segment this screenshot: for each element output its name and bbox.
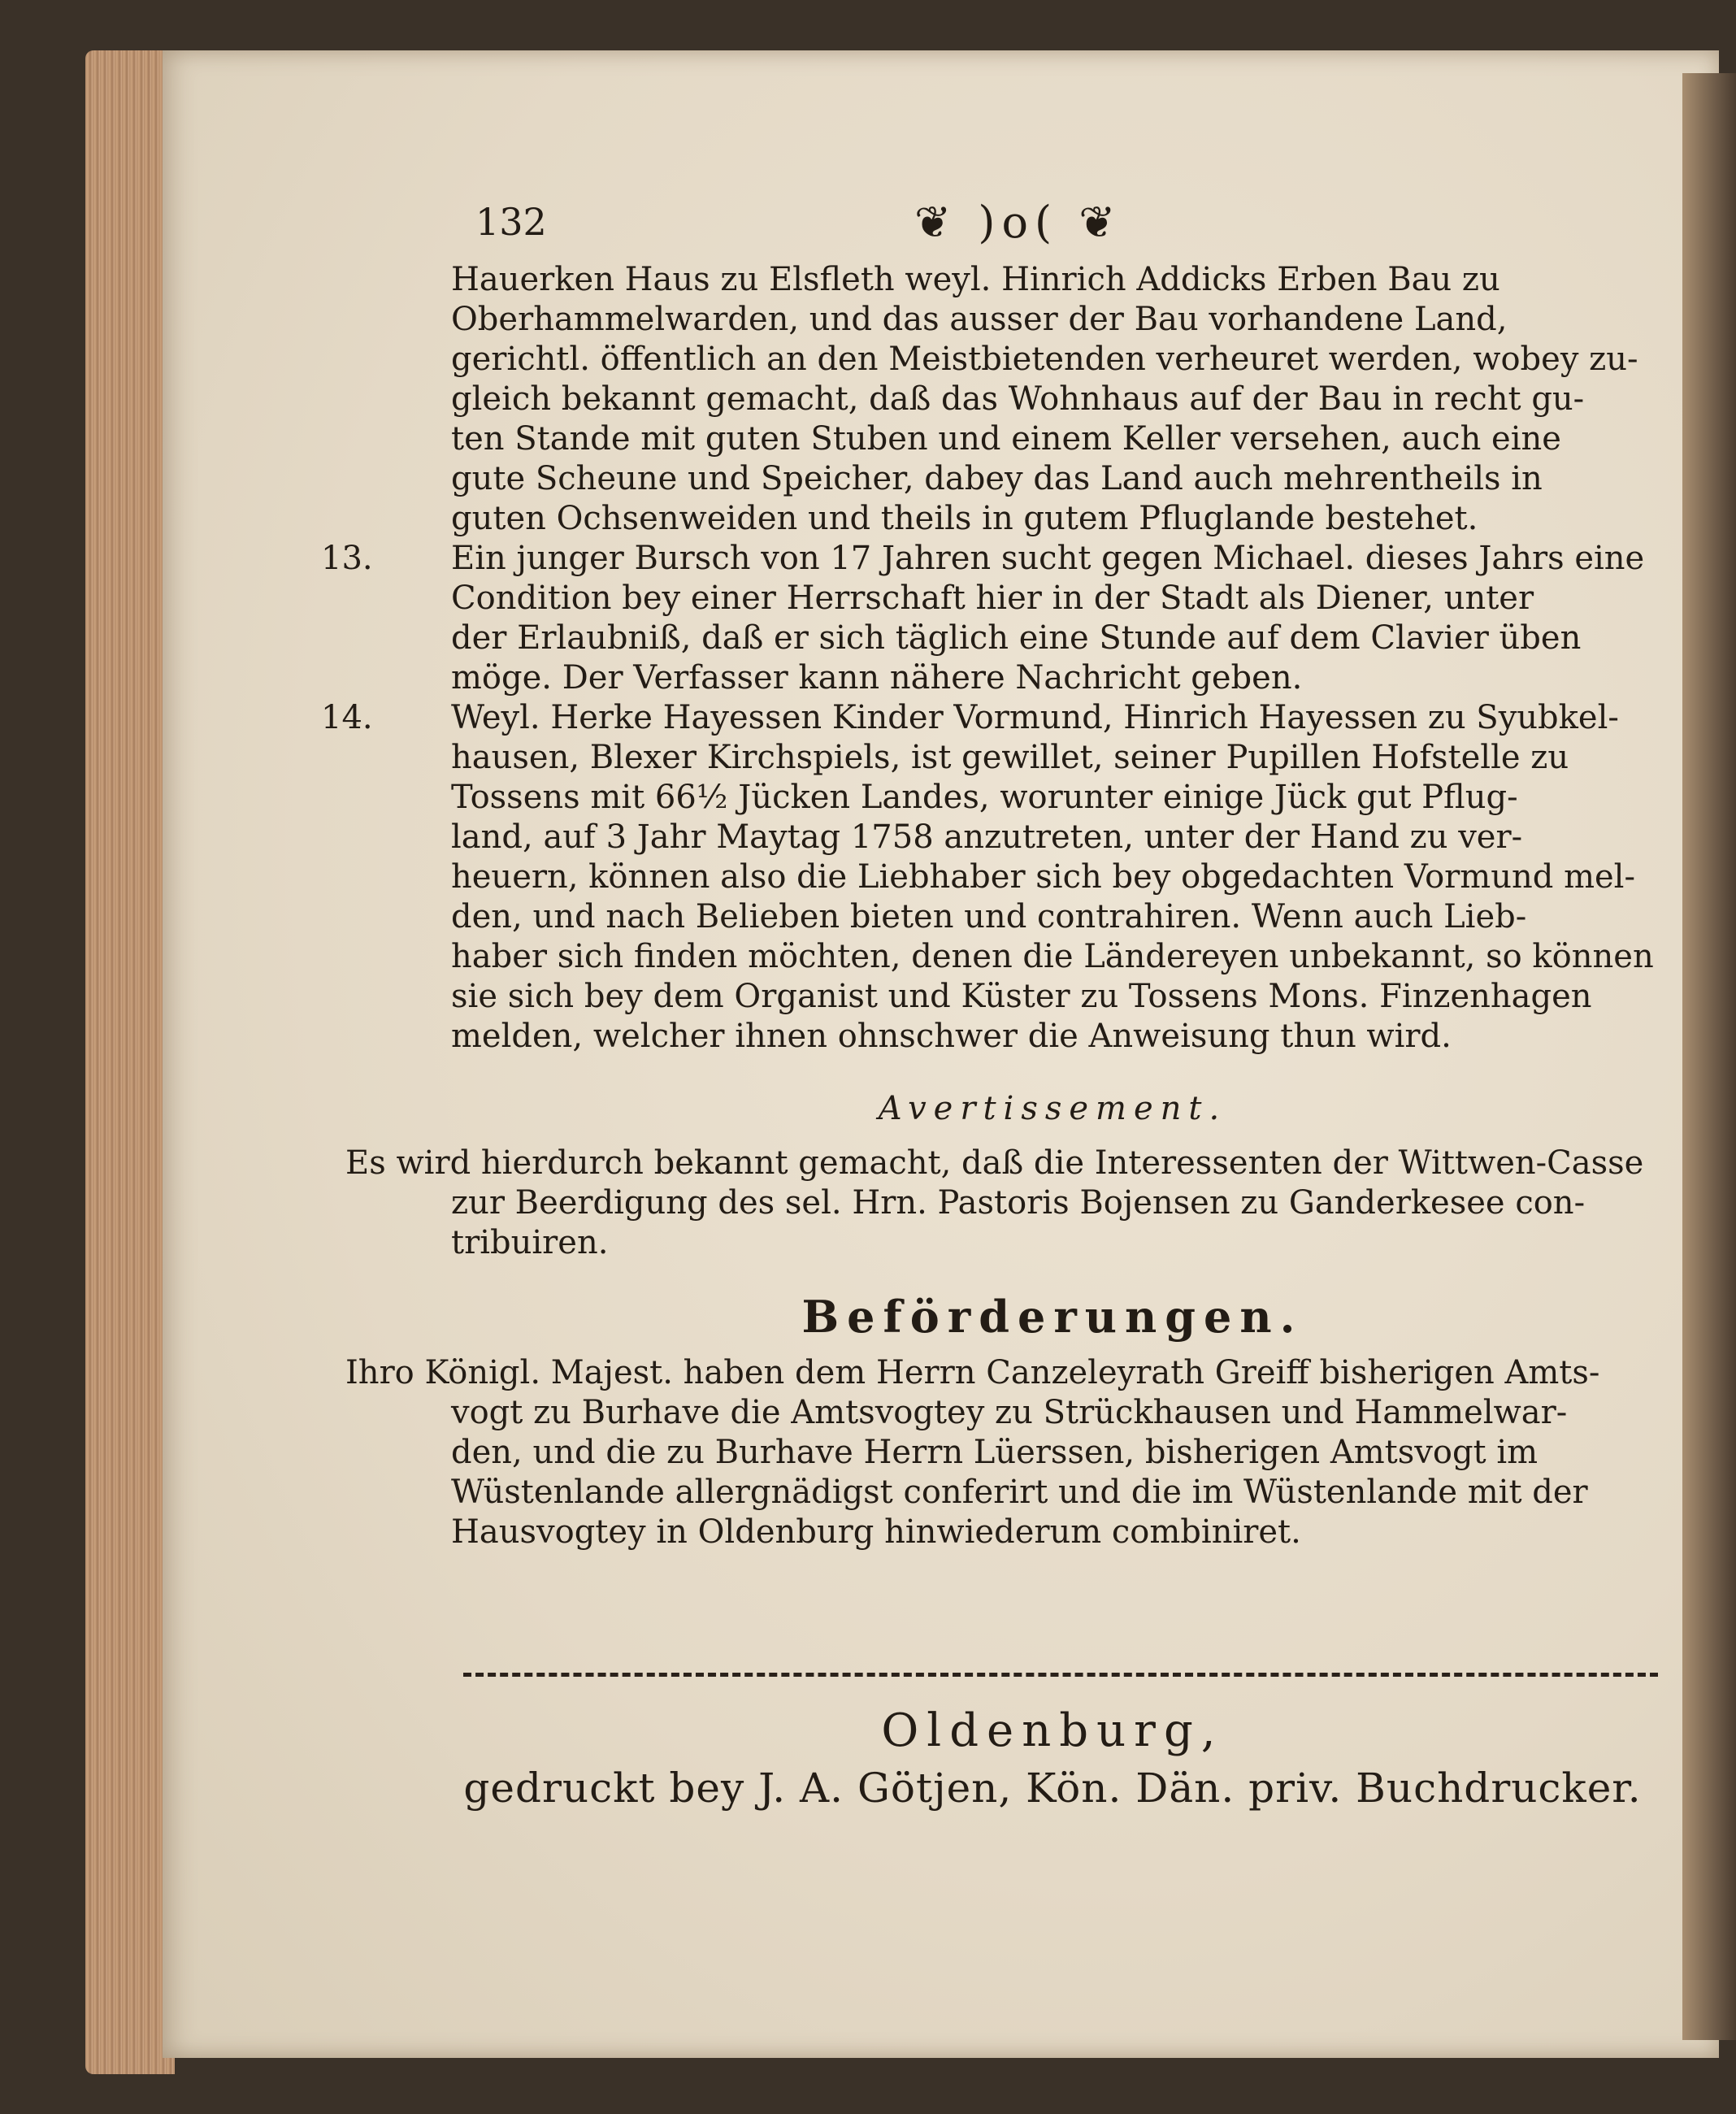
befoerderungen-text: [345, 1353, 1654, 1552]
text-line: Oberhammelwarden, und das ausser der Bau vorhandene Land,: [451, 301, 1508, 338]
item-number: 13.: [321, 540, 373, 577]
text-line: zur Beerdigung des sel. Hrn. Pastoris Bojensen zu Ganderkesee con-: [451, 1184, 1586, 1222]
text-line: Ein junger Bursch von 17 Jahren sucht gegen Michael. dieses Jahrs eine: [451, 540, 1645, 577]
text-line: vogt zu Burhave die Amtsvogtey zu Strückhausen und Hammelwar-: [451, 1394, 1568, 1431]
text-line: den, und nach Belieben bieten und contrahiren. Wenn auch Lieb-: [451, 898, 1527, 935]
item-number: 14.: [321, 699, 373, 736]
text-line: der Erlaubniß, daß er sich täglich eine Stunde auf dem Clavier üben: [451, 619, 1582, 657]
page-number: 132: [475, 200, 547, 244]
text-line: sie sich bey dem Organist und Küster zu Tossens Mons. Finzenhagen: [451, 978, 1592, 1015]
text-line: den, und die zu Burhave Herrn Lüerssen, bisherigen Amtsvogt im: [451, 1434, 1539, 1471]
running-head-ornament: ❦ )o( ❦: [914, 197, 1122, 248]
text-line: melden, welcher ihnen ohnschwer die Anweisung thun wird.: [451, 1018, 1452, 1055]
text-line: Weyl. Herke Hayessen Kinder Vormund, Hinrich Hayessen zu Syubkel-: [451, 699, 1619, 736]
text-line: hausen, Blexer Kirchspiels, ist gewillet, seiner Pupillen Hofstelle zu: [451, 739, 1569, 776]
text-line: tribuiren.: [451, 1224, 609, 1261]
text-line: gerichtl. öffentlich an den Meistbietenden verheuret werden, wobey zu-: [451, 341, 1638, 378]
text-line: Ihro Königl. Majest. haben dem Herrn Canzeleyrath Greiff bisherigen Amts-: [345, 1354, 1600, 1391]
page-body: [321, 260, 1654, 1552]
text-line: land, auf 3 Jahr Maytag 1758 anzutreten, unter der Hand zu ver-: [451, 818, 1523, 856]
text-line: möge. Der Verfasser kann nähere Nachricht geben.: [451, 659, 1303, 697]
text-line: Hausvogtey in Oldenburg hinwiederum combiniret.: [451, 1513, 1301, 1551]
avertissement-text: [345, 1144, 1654, 1263]
page-header: [475, 197, 1654, 257]
text-line: heuern, können also die Liebhaber sich bey obgedachten Vormund mel-: [451, 858, 1635, 896]
text-line: Condition bey einer Herrschaft hier in der Stadt als Diener, unter: [451, 580, 1534, 617]
text-line: gute Scheune und Speicher, dabey das Land auch mehrentheils in: [451, 460, 1543, 497]
book-gutter: [1682, 73, 1736, 2040]
notice-item-13: [321, 539, 1654, 698]
notice-item-12-continued: [451, 260, 1654, 539]
text-line: Es wird hierdurch bekannt gemacht, daß die Interessenten der Wittwen-Casse: [345, 1144, 1644, 1182]
befoerderungen-heading: Beförderungen.: [801, 1291, 1304, 1343]
text-line: Tossens mit 66½ Jücken Landes, worunter einige Jück gut Pflug-: [451, 779, 1518, 816]
text-line: gleich bekannt gemacht, daß das Wohnhaus auf der Bau in recht gu-: [451, 380, 1585, 418]
text-line: Wüstenlande allergnädigst conferirt und die im Wüstenlande mit der: [451, 1474, 1588, 1511]
imprint-printer: gedruckt bey J. A. Götjen, Kön. Dän. priv. Buchdrucker.: [463, 1765, 1642, 1812]
book-page-edges: [85, 50, 175, 2074]
text-line: guten Ochsenweiden und theils in gutem Pfluglande bestehet.: [451, 500, 1478, 537]
avertissement-heading: Avertissement.: [878, 1090, 1227, 1127]
imprint: [451, 1703, 1654, 1817]
text-line: Hauerken Haus zu Elsfleth weyl. Hinrich Addicks Erben Bau zu: [451, 261, 1500, 298]
notice-item-14: [321, 698, 1654, 1057]
text-line: haber sich finden möchten, denen die Ländereyen unbekannt, so können: [451, 938, 1654, 975]
closing-rule: [463, 1673, 1658, 1677]
imprint-city: Oldenburg,: [881, 1704, 1224, 1757]
text-line: ten Stande mit guten Stuben und einem Keller versehen, auch eine: [451, 420, 1561, 458]
